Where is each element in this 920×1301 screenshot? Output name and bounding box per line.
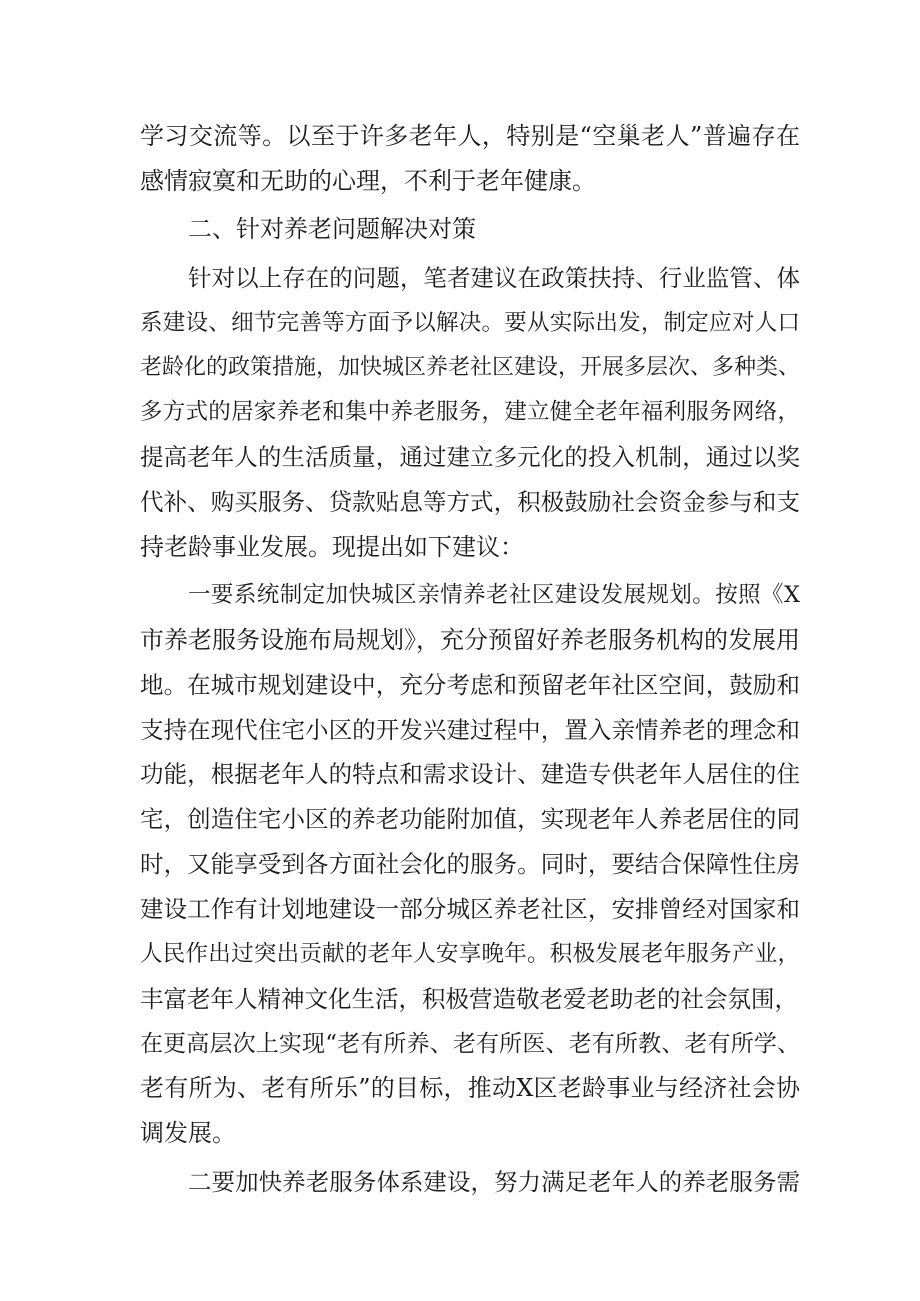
body-text-line: 丰富老年人精神文化生活，积极营造敬老爱老助老的社会氛围， bbox=[140, 985, 798, 1013]
body-text-line: 时，又能享受到各方面社会化的服务。同时，要结合保障性住房 bbox=[140, 850, 800, 878]
body-text-line: 支持在现代住宅小区的开发兴建过程中，置入亲情养老的理念和 bbox=[140, 716, 800, 744]
body-text-line: 地。在城市规划建设中，充分考虑和预留老年社区空间，鼓励和 bbox=[140, 671, 800, 699]
body-text-line: 人民作出过突出贡献的老年人安享晚年。积极发展老年服务产业， bbox=[140, 941, 800, 967]
body-text-line: 学习交流等。以至于许多老年人，特别是“空巢老人”普遍存在 bbox=[140, 122, 800, 150]
section-heading: 二、针对养老问题解决对策 bbox=[188, 215, 476, 243]
body-text-line: 在更高层次上实现“老有所养、老有所医、老有所教、老有所学、 bbox=[140, 1031, 800, 1057]
body-text-line: 多方式的居家养老和集中养老服务，建立健全老年福利服务网络， bbox=[140, 399, 800, 425]
body-text-line: 老龄化的政策措施，加快城区养老社区建设，开展多层次、多种类、 bbox=[140, 355, 801, 380]
body-text-line: 老有所为、老有所乐”的目标，推动X区老龄事业与经济社会协 bbox=[140, 1074, 800, 1102]
body-text-line: 提高老年人的生活质量，通过建立多元化的投入机制，通过以奖 bbox=[140, 443, 800, 471]
body-text-line: 调发展。 bbox=[140, 1119, 236, 1147]
body-text-line: 代补、购买服务、贷款贴息等方式，积极鼓励社会资金参与和支 bbox=[140, 488, 800, 516]
body-text-line: 系建设、细节完善等方面予以解决。要从实际出发，制定应对人口 bbox=[140, 310, 800, 336]
body-text-line: 建设工作有计划地建设一部分城区养老社区，安排曾经对国家和 bbox=[140, 895, 800, 923]
body-text-line: 市养老服务设施布局规划》，充分预留好养老服务机构的发展用 bbox=[140, 626, 800, 654]
body-text-line: 感情寂寞和无助的心理，不利于老年健康。 bbox=[140, 167, 596, 195]
body-text-line: 针对以上存在的问题，笔者建议在政策扶持、行业监管、体 bbox=[188, 264, 800, 292]
body-text-line: 功能，根据老年人的特点和需求设计、建造专供老年人居住的住 bbox=[140, 760, 800, 788]
body-text-line: 宅，创造住宅小区的养老功能附加值，实现老年人养老居住的同 bbox=[140, 805, 800, 833]
body-text-line: 一要系统制定加快城区亲情养老社区建设发展规划。按照《X bbox=[188, 582, 800, 608]
body-text-line: 二要加快养老服务体系建设，努力满足老年人的养老服务需 bbox=[188, 1168, 800, 1196]
body-text-line: 持老龄事业发展。现提出如下建议： bbox=[140, 533, 524, 561]
